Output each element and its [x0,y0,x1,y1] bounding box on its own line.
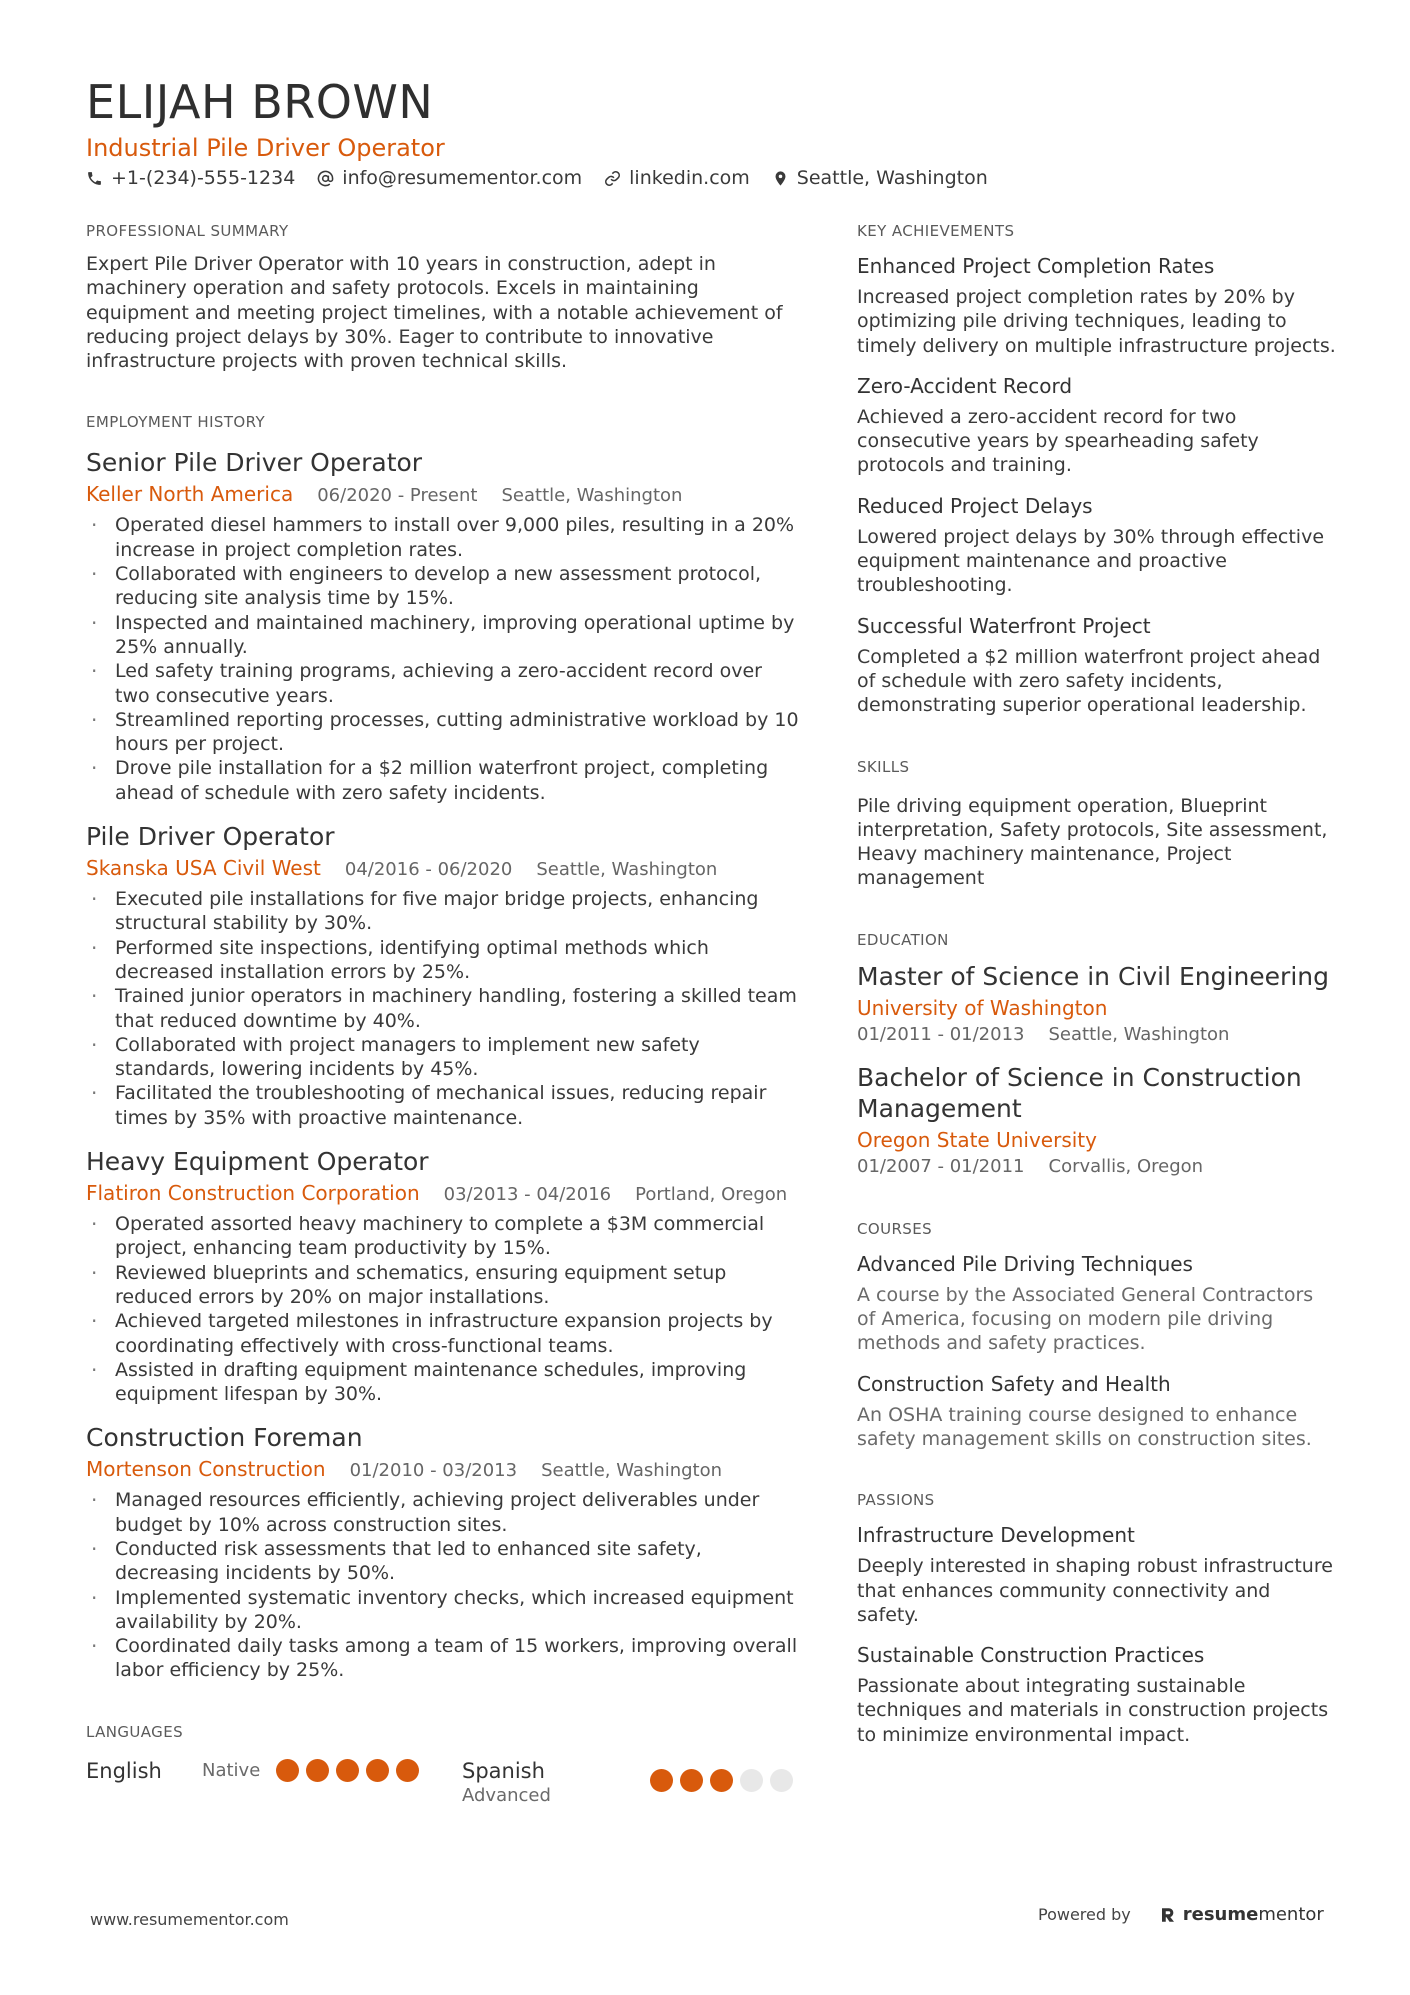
job-company: Flatiron Construction Corporation [86,1181,420,1206]
contact-location [772,167,988,189]
rating-dot-empty [740,1769,763,1792]
left-column [86,220,801,1806]
job-company: Keller North America [86,482,294,507]
courses-section [857,1218,1337,1451]
language-name: Spanish [462,1758,545,1783]
powered-by-label: Powered by [1038,1905,1131,1924]
summary-heading: PROFESSIONAL SUMMARY [86,222,289,240]
languages-heading: LANGUAGES [86,1722,184,1741]
courses-heading: COURSES [857,1219,933,1238]
job-company: Skanska USA Civil West [86,856,321,881]
job-bullet: · Implemented systematic inventory checks, which increased equipment availability by 20%. [86,1586,801,1635]
passion-text: Passionate about integrating sustainable techniques and materials in construction projects to minimize environmental impact. [857,1675,1329,1746]
achievement-title: Successful Waterfront Project [857,613,1151,638]
education-item [857,961,1337,1048]
rating-dot-filled [366,1759,389,1782]
education-location: Corvallis, Oregon [1048,1155,1204,1177]
achievements-heading: KEY ACHIEVEMENTS [857,222,1015,240]
phone-icon [86,170,103,187]
education-school: Oregon State University [857,1127,1097,1152]
job-bullets [86,1488,801,1682]
job-entry [86,1422,801,1682]
link-icon [604,170,621,187]
rating-dot-filled [710,1769,733,1792]
languages-row [86,1757,801,1806]
right-column [857,220,1337,1747]
course-item [857,1250,1337,1356]
passion-title: Infrastructure Development [857,1523,1135,1548]
job-bullet: · Operated assorted heavy machinery to complete a $3M commercial project, enhancing team productivity by 15%. [86,1212,801,1261]
summary-section [86,220,801,373]
resumementor-logo-icon [1159,1906,1177,1924]
education-heading: EDUCATION [857,930,949,949]
job-title: Pile Driver Operator [86,822,335,852]
education-item [857,1062,1337,1180]
achievement-title: Zero-Accident Record [857,373,1073,398]
job-bullet: · Reviewed blueprints and schematics, ensuring equipment setup reduced errors by 20% on major installations. [86,1261,801,1310]
contact-linkedin[interactable] [604,167,750,189]
contact-phone [86,167,295,189]
job-dates: 03/2013 - 04/2016 [443,1184,612,1206]
passions-section [857,1489,1337,1747]
contact-email-text[interactable]: info@resumementor.com [342,167,583,189]
language-text [462,1757,650,1806]
language-rating [276,1759,426,1782]
languages-section [86,1721,801,1806]
job-location: Seattle, Washington [541,1460,723,1482]
achievement-title: Reduced Project Delays [857,493,1093,518]
contact-phone-text: +1-(234)-555-1234 [111,167,296,189]
at-icon [317,170,334,187]
job-bullet: · Assisted in drafting equipment maintenance schedules, improving equipment lifespan by 30%. [86,1358,801,1407]
achievement-title: Enhanced Project Completion Rates [857,254,1215,278]
achievement-text: Completed a $2 million waterfront project ahead of schedule with zero safety incidents, demonstrating superior operational leadership. [857,645,1321,717]
passion-item [857,1521,1337,1627]
course-text: An OSHA training course designed to enhance safety management skills on construction sites. [857,1403,1312,1450]
rating-dot-filled [680,1769,703,1792]
job-bullet: · Facilitated the troubleshooting of mechanical issues, reducing repair times by 35% with proactive maintenance. [86,1081,801,1130]
job-bullet: · Coordinated daily tasks among a team of 15 workers, improving overall labor efficiency by 25%. [86,1634,801,1683]
education-section [857,929,1337,1180]
job-bullet: · Managed resources efficiently, achieving project deliverables under budget by 10% across construction sites. [86,1488,801,1537]
job-dates: 06/2020 - Present [317,485,478,507]
contact-linkedin-text[interactable]: linkedin.com [629,167,750,189]
candidate-name: ELIJAH BROWN [86,75,434,129]
course-title: Construction Safety and Health [857,1371,1171,1396]
rating-dot-filled [336,1759,359,1782]
language-name: English [86,1758,162,1783]
achievement-text: Increased project completion rates by 20% by optimizing pile driving techniques, leading to timely delivery on multiple infrastructure projects. [857,286,1336,357]
achievement-text: Achieved a zero-accident record for two consecutive years by spearheading safety protocols and training. [857,405,1259,477]
achievement-item [857,612,1337,718]
footer-website[interactable]: www.resumementor.com [90,1910,289,1929]
job-entry [86,447,801,805]
candidate-title: Industrial Pile Driver Operator [86,134,445,162]
job-bullet: · Streamlined reporting processes, cutting administrative workload by 10 hours per project. [86,708,801,757]
job-entry [86,821,801,1130]
course-title: Advanced Pile Driving Techniques [857,1251,1193,1276]
rating-dot-filled [396,1759,419,1782]
employment-heading: EMPLOYMENT HISTORY [86,413,266,432]
skills-section [857,756,1337,891]
job-dates: 01/2010 - 03/2013 [349,1460,518,1482]
job-bullet: · Operated diesel hammers to install over 9,000 piles, resulting in a 20% increase in project completion rates. [86,513,801,562]
job-bullets [86,513,801,805]
job-location: Portland, Oregon [635,1184,788,1206]
achievements-section [857,220,1337,718]
achievement-text: Lowered project delays by 30% through effective equipment maintenance and proactive troubleshooting. [857,525,1325,597]
course-text: A course by the Associated General Contractors of America, focusing on modern pile driving methods and safety practices. [857,1283,1314,1355]
education-dates: 01/2011 - 01/2013 [857,1023,1025,1045]
footer-powered-by [1038,1904,1324,1925]
course-item [857,1370,1337,1452]
job-bullet: · Performed site inspections, identifying optimal methods which decreased installation errors by 25%. [86,936,801,985]
job-bullets [86,1212,801,1406]
job-bullet: · Trained junior operators in machinery handling, fostering a skilled team that reduced downtime by 40%. [86,984,801,1033]
summary-text: Expert Pile Driver Operator with 10 years in construction, adept in machinery operation and safety protocols. Excels in maintaining equipment and meeting project timelines, with a notable achievement of reducing project delays by 30%. Eager to contribute to innovative infrastructure projects with proven technical skills. [86,253,783,373]
job-bullet: · Collaborated with project managers to implement new safety standards, lowering incidents by 45%. [86,1033,801,1082]
language-level: Native [202,1759,261,1781]
rating-dot-filled [306,1759,329,1782]
passions-heading: PASSIONS [857,1491,935,1510]
skills-text: Pile driving equipment operation, Blueprint interpretation, Safety protocols, Site assessment, Heavy machinery maintenance, Project management [857,794,1328,890]
rating-dot-empty [770,1769,793,1792]
job-meta [86,1180,801,1208]
job-bullet: · Conducted risk assessments that led to enhanced site safety, decreasing incidents by 50%. [86,1537,801,1586]
contact-bar [86,163,1010,193]
job-meta [86,1456,801,1484]
job-meta [86,481,801,509]
achievement-item [857,372,1337,478]
passion-text: Deeply interested in shaping robust infrastructure that enhances community connectivity and safety. [857,1555,1333,1626]
job-bullet: · Drove pile installation for a $2 million waterfront project, completing ahead of schedule with zero safety incidents. [86,756,801,805]
job-bullet: · Collaborated with engineers to develop a new assessment protocol, reducing site analysis time by 15%. [86,562,801,611]
education-meta [857,1154,1337,1180]
education-school: University of Washington [857,995,1108,1020]
job-entry [86,1146,801,1406]
job-bullet: · Executed pile installations for five major bridge projects, enhancing structural stability by 30%. [86,887,801,936]
job-dates: 04/2016 - 06/2020 [344,859,513,881]
education-meta [857,1022,1337,1048]
job-title: Senior Pile Driver Operator [86,448,423,478]
contact-location-text: Seattle, Washington [796,167,988,189]
job-location: Seattle, Washington [501,485,683,507]
job-bullets [86,887,801,1130]
brand-rest: mentor [1258,1904,1324,1925]
education-degree: Bachelor of Science in Construction Management [857,1062,1302,1123]
education-dates: 01/2007 - 01/2011 [857,1155,1025,1177]
job-meta [86,855,801,883]
job-bullet: · Inspected and maintained machinery, improving operational uptime by 25% annually. [86,611,801,660]
employment-section [86,411,801,1682]
job-company: Mortenson Construction [86,1457,326,1482]
job-bullet: · Achieved targeted milestones in infrastructure expansion projects by coordinating effectively with cross-functional teams. [86,1309,801,1358]
skills-heading: SKILLS [857,757,910,776]
job-title: Construction Foreman [86,1423,363,1453]
rating-dot-filled [650,1769,673,1792]
brand-bold: resume [1182,1904,1259,1925]
passion-item [857,1641,1337,1747]
job-bullet: · Led safety training programs, achieving a zero-accident record over two consecutive years. [86,659,801,708]
language-rating [650,1769,800,1792]
brand-logo[interactable] [1159,1904,1324,1925]
rating-dot-filled [276,1759,299,1782]
achievement-item [857,252,1337,358]
language-item [86,1757,462,1785]
language-item [462,1757,800,1806]
job-location: Seattle, Washington [536,859,718,881]
location-pin-icon [772,170,789,187]
language-level: Advanced [462,1784,551,1806]
passion-title: Sustainable Construction Practices [857,1643,1205,1668]
achievement-item [857,492,1337,598]
job-title: Heavy Equipment Operator [86,1147,429,1177]
education-degree: Master of Science in Civil Engineering [857,961,1329,991]
education-location: Seattle, Washington [1048,1023,1230,1045]
contact-email[interactable] [317,167,582,189]
